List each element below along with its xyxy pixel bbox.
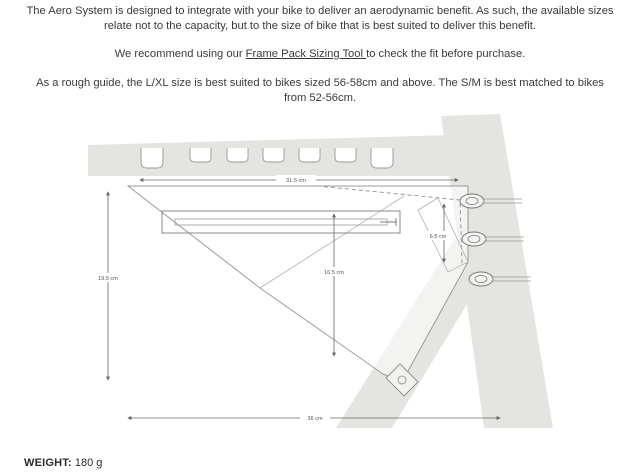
weight-value: 180 g bbox=[71, 457, 103, 469]
sizing-tool-text-before: We recommend using our bbox=[114, 48, 246, 60]
top-length-label: 31.5 cm bbox=[286, 178, 306, 184]
frame-pack-outline bbox=[128, 186, 468, 382]
strap-tab bbox=[141, 148, 163, 168]
strap-tab bbox=[263, 148, 284, 162]
weight-label: WEIGHT: bbox=[24, 457, 72, 469]
strap-tab bbox=[335, 148, 356, 162]
intro-paragraph-sizing-tool bbox=[0, 47, 640, 62]
intro-paragraph-size-guide: As a rough guide, the L/XL size is best suited to bikes sized 56-58cm and above. The S/M is best matched to bikes from 52-56cm. bbox=[36, 77, 604, 104]
weight-spec bbox=[24, 457, 102, 469]
strap-tab bbox=[190, 148, 211, 162]
frame-pack-diagram bbox=[0, 112, 640, 437]
strap-tab bbox=[299, 148, 320, 162]
sizing-tool-text-after: to check the fit before purchase. bbox=[366, 48, 526, 60]
strap-tab bbox=[227, 148, 248, 162]
rear-height-label: 19.5 cm bbox=[98, 276, 118, 282]
depth-front-label: 6.5 cm bbox=[429, 234, 447, 240]
bottom-length-label: 36 cm bbox=[307, 416, 323, 422]
frame-pack-sizing-tool-link[interactable]: Frame Pack Sizing Tool bbox=[245, 48, 367, 60]
intro-paragraph-aero: The Aero System is designed to integrate with your bike to deliver an aerodynamic benefit. As such, the available sizes relate not to the capacity, but to the size of bike that is best suited to deliver this benefit. bbox=[26, 5, 614, 32]
inner-height-label: 16.5 cm bbox=[324, 270, 344, 276]
strap-tab bbox=[371, 148, 393, 168]
